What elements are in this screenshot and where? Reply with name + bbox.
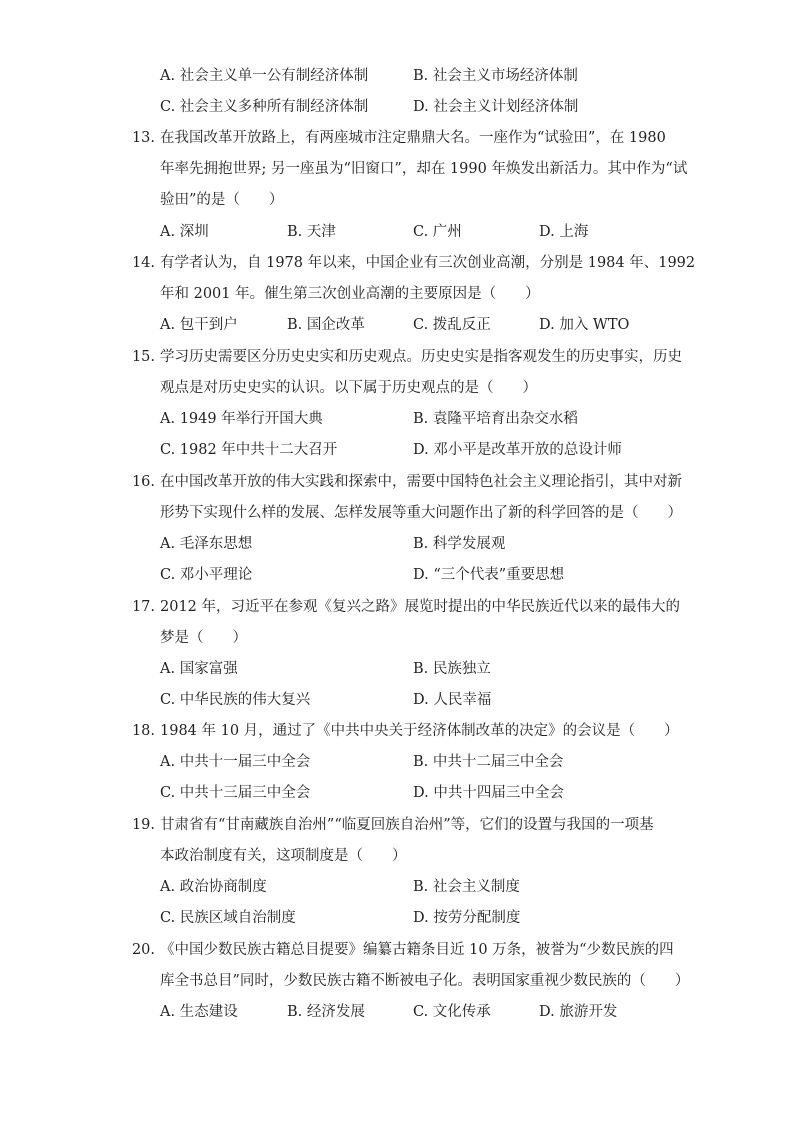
question-number: 16.	[131, 474, 155, 490]
option-b: B. 经济发展	[287, 1004, 365, 1020]
option-d: D. 按劳分配制度	[413, 910, 521, 926]
option-d: D. 人民幸福	[413, 692, 492, 708]
question-text-line: 2012 年，习近平在参观《复兴之路》展览时提出的中华民族近代以来的最伟大的	[160, 599, 681, 615]
question-text-line: 梦是（ ）	[160, 630, 247, 646]
option-d: D. 上海	[539, 224, 589, 240]
option-b: B. 民族独立	[413, 661, 491, 677]
option-a: A. 1949 年举行开国大典	[160, 411, 323, 427]
option-a: A. 政治协商制度	[160, 879, 267, 895]
option-d: D. 社会主义计划经济体制	[413, 99, 579, 115]
question-number: 17.	[131, 599, 155, 615]
option-a: A. 生态建设	[160, 1004, 238, 1020]
option-a: A. 中共十一届三中全会	[160, 754, 311, 770]
question-text-line: 《中国少数民族古籍总目提要》编纂古籍条目近 10 万条，被誉为“少数民族的四	[160, 942, 674, 958]
option-d: D. “三个代表”重要思想	[413, 567, 565, 583]
option-d: D. 邓小平是改革开放的总设计师	[413, 442, 622, 458]
question-text-line: 学习历史需要区分历史史实和历史观点。历史史实是指客观发生的历史事实，历史	[160, 349, 682, 365]
option-a: A. 国家富强	[160, 661, 238, 677]
option-b: B. 天津	[287, 224, 336, 240]
option-b: B. 社会主义制度	[413, 879, 520, 895]
option-c: C. 1982 年中共十二大召开	[160, 442, 338, 458]
option-d: D. 中共十四届三中全会	[413, 785, 564, 801]
question-number: 14.	[131, 255, 155, 271]
option-c: C. 邓小平理论	[160, 567, 253, 583]
option-a: A. 社会主义单一公有制经济体制	[160, 68, 369, 84]
option-c: C. 广州	[413, 224, 462, 240]
question-number: 15.	[131, 349, 155, 365]
question-number: 18.	[131, 723, 155, 739]
option-c: C. 民族区域自治制度	[160, 910, 296, 926]
option-c: C. 拨乱反正	[413, 317, 491, 333]
option-b: B. 袁隆平培育出杂交水稻	[413, 411, 578, 427]
question-text-line: 年率先拥抱世界; 另一座虽为“旧窗口”，却在 1990 年焕发出新活力。其中作为“试	[160, 161, 688, 177]
option-b: B. 国企改革	[287, 317, 365, 333]
option-c: C. 中华民族的伟大复兴	[160, 692, 311, 708]
question-text-line: 在我国改革开放路上，有两座城市注定鼎鼎大名。一座作为“试验田”，在 1980	[160, 130, 666, 146]
question-text-line: 验田”的是（ ）	[160, 192, 284, 208]
question-text-line: 库全书总目”同时，少数民族古籍不断被电子化。表明国家重视少数民族的（ ）	[160, 973, 690, 989]
option-c: C. 文化传承	[413, 1004, 491, 1020]
question-text-line: 年和 2001 年。催生第三次创业高潮的主要原因是（ ）	[160, 286, 540, 302]
question-text-line: 本政治制度有关，这项制度是（ ）	[160, 848, 407, 864]
option-b: B. 科学发展观	[413, 536, 506, 552]
question-text-line: 形势下实现什么样的发展、怎样发展等重大问题作出了新的科学回答的是（ ）	[160, 505, 682, 521]
option-d: D. 旅游开发	[539, 1004, 618, 1020]
option-c: C. 社会主义多种所有制经济体制	[160, 99, 369, 115]
question-text-line: 甘肃省有“甘南藏族自治州”“临夏回族自治州”等，它们的设置与我国的一项基	[160, 817, 654, 833]
option-a: A. 深圳	[160, 224, 209, 240]
question-text-line: 1984 年 10 月，通过了《中共中央关于经济体制改革的决定》的会议是（ ）	[160, 723, 679, 739]
option-d: D. 加入 WTO	[539, 317, 630, 333]
option-a: A. 毛泽东思想	[160, 536, 253, 552]
question-text-line: 有学者认为，自 1978 年以来，中国企业有三次创业高潮，分别是 1984 年、1992	[160, 255, 696, 271]
option-b: B. 中共十二届三中全会	[413, 754, 564, 770]
option-a: A. 包干到户	[160, 317, 238, 333]
option-c: C. 中共十三届三中全会	[160, 785, 311, 801]
question-text-line: 在中国改革开放的伟大实践和探索中，需要中国特色社会主义理论指引，其中对新	[160, 474, 682, 490]
question-number: 13.	[131, 130, 155, 146]
question-text-line: 观点是对历史史实的认识。以下属于历史观点的是（ ）	[160, 380, 537, 396]
question-number: 20.	[131, 942, 155, 958]
question-number: 19.	[131, 817, 155, 833]
option-b: B. 社会主义市场经济体制	[413, 68, 578, 84]
